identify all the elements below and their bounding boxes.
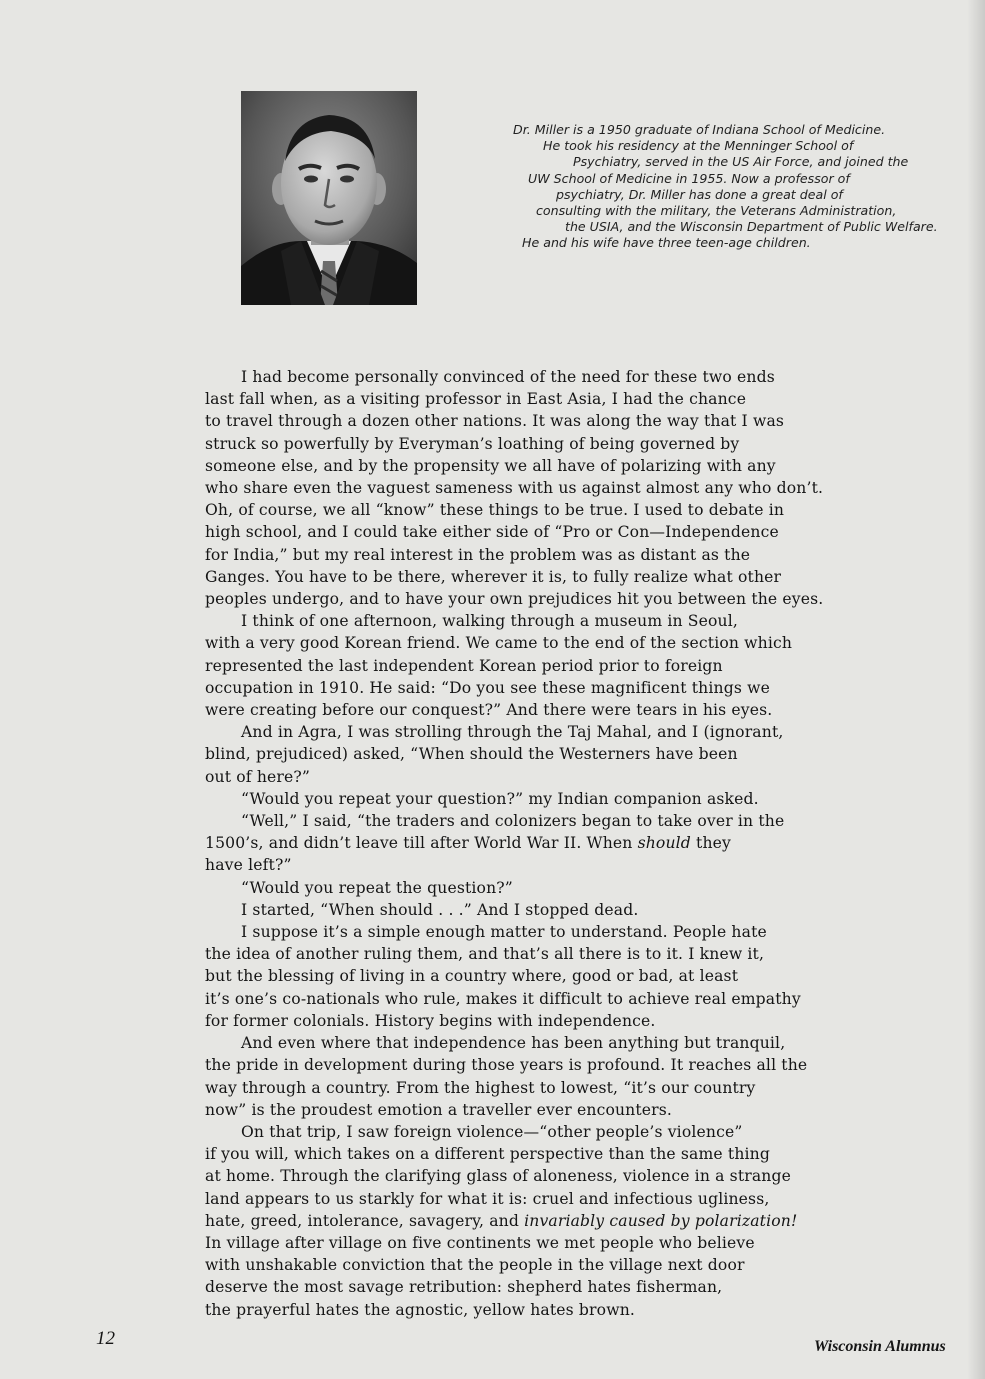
body-line: the idea of another ruling them, and that’s all there is to it. I knew it, <box>205 945 765 964</box>
body-line: I think of one afternoon, walking through a museum in Seoul, <box>241 612 738 631</box>
body-line: to travel through a dozen other nations. It was along the way that I was <box>205 412 785 431</box>
body-line: In village after village on five continents we met people who believe <box>205 1233 755 1252</box>
emphasis-should: should <box>637 834 691 853</box>
caption-line: psychiatry, Dr. Miller has done a great deal of <box>556 186 843 202</box>
body-line: And even where that independence has been anything but tranquil, <box>241 1034 786 1053</box>
body-line: occupation in 1910. He said: “Do you see these magnificent things we <box>205 678 770 697</box>
caption-line: consulting with the military, the Veterans Administration, <box>536 203 897 219</box>
body-line: “Would you repeat your question?” my Indian companion asked. <box>241 789 759 808</box>
body-line: land appears to us starkly for what it is: cruel and infectious ugliness, <box>205 1189 770 1208</box>
body-line: last fall when, as a visiting professor in East Asia, I had the chance <box>205 390 747 409</box>
body-line: “Would you repeat the question?” <box>241 878 513 897</box>
caption-line: UW School of Medicine in 1955. Now a professor of <box>528 170 850 186</box>
body-line <box>205 832 855 854</box>
publication-name: Wisconsin Alumnus <box>814 1338 946 1355</box>
emphasis-polarization: invariably caused by polarization! <box>524 1211 798 1230</box>
body-line <box>205 1210 855 1232</box>
body-line: way through a country. From the highest to lowest, “it’s our country <box>205 1078 756 1097</box>
body-line: it’s one’s co-nationals who rule, makes it difficult to achieve real empathy <box>205 989 801 1008</box>
author-bio-caption <box>506 122 966 252</box>
body-line: with unshakable conviction that the people in the village next door <box>205 1256 745 1275</box>
body-line: Ganges. You have to be there, wherever it is, to fully realize what other <box>205 567 782 586</box>
body-line-segment: they <box>690 834 731 853</box>
body-line: I started, “When should . . .” And I stopped dead. <box>241 900 639 919</box>
body-line: deserve the most savage retribution: shepherd hates fisherman, <box>205 1278 723 1297</box>
body-line: for India,” but my real interest in the problem was as distant as the <box>205 545 751 564</box>
caption-line: Psychiatry, served in the US Air Force, and joined the <box>573 154 909 170</box>
caption-line: the USIA, and the Wisconsin Department of Public Welfare. <box>565 219 938 235</box>
body-line: but the blessing of living in a country where, good or bad, at least <box>205 967 739 986</box>
page-number: 12 <box>96 1328 115 1349</box>
body-line-segment: hate, greed, intolerance, savagery, and <box>205 1211 525 1230</box>
caption-line: Dr. Miller is a 1950 graduate of Indiana School of Medicine. <box>513 122 886 137</box>
caption-line: He and his wife have three teen-age children. <box>522 235 811 251</box>
body-line: with a very good Korean friend. We came to the end of the section which <box>205 634 793 653</box>
body-line: I had become personally convinced of the need for these two ends <box>241 368 775 386</box>
author-portrait-photo <box>241 91 417 305</box>
body-line: struck so powerfully by Everyman’s loathing of being governed by <box>205 434 740 453</box>
caption-line: He took his residency at the Menninger School of <box>543 138 854 154</box>
body-line: represented the last independent Korean period prior to foreign <box>205 656 723 675</box>
body-line: “Well,” I said, “the traders and colonizers began to take over in the <box>241 812 785 831</box>
body-line: were creating before our conquest?” And there were tears in his eyes. <box>205 701 773 720</box>
portrait-drawing <box>241 91 417 305</box>
body-line-segment: 1500’s, and didn’t leave till after World War II. When <box>205 834 638 853</box>
page-edge-shadow <box>967 0 985 1379</box>
body-line: Oh, of course, we all “know” these things to be true. I used to debate in <box>205 501 785 520</box>
body-line: for former colonials. History begins with independence. <box>205 1011 656 1030</box>
body-line: high school, and I could take either side of “Pro or Con—Independence <box>205 523 779 542</box>
body-line: the pride in development during those years is profound. It reaches all the <box>205 1056 808 1075</box>
body-line: who share even the vaguest sameness with us against almost any who don’t. <box>205 479 824 498</box>
body-line: have left?” <box>205 856 292 875</box>
body-line: someone else, and by the propensity we all have of polarizing with any <box>205 456 776 475</box>
body-line: now” is the proudest emotion a traveller ever encounters. <box>205 1100 673 1119</box>
body-line: And in Agra, I was strolling through the Taj Mahal, and I (ignorant, <box>241 723 784 742</box>
article-body <box>205 366 855 1321</box>
body-line: out of here?” <box>205 767 311 786</box>
body-line: I suppose it’s a simple enough matter to understand. People hate <box>241 923 767 942</box>
body-line: On that trip, I saw foreign violence—“other people’s violence” <box>241 1122 743 1141</box>
body-line: blind, prejudiced) asked, “When should the Westerners have been <box>205 745 738 764</box>
body-line: peoples undergo, and to have your own prejudices hit you between the eyes. <box>205 590 824 609</box>
body-line: if you will, which takes on a different perspective than the same thing <box>205 1145 770 1164</box>
body-line: the prayerful hates the agnostic, yellow hates brown. <box>205 1300 636 1319</box>
body-line: at home. Through the clarifying glass of aloneness, violence in a strange <box>205 1167 791 1186</box>
